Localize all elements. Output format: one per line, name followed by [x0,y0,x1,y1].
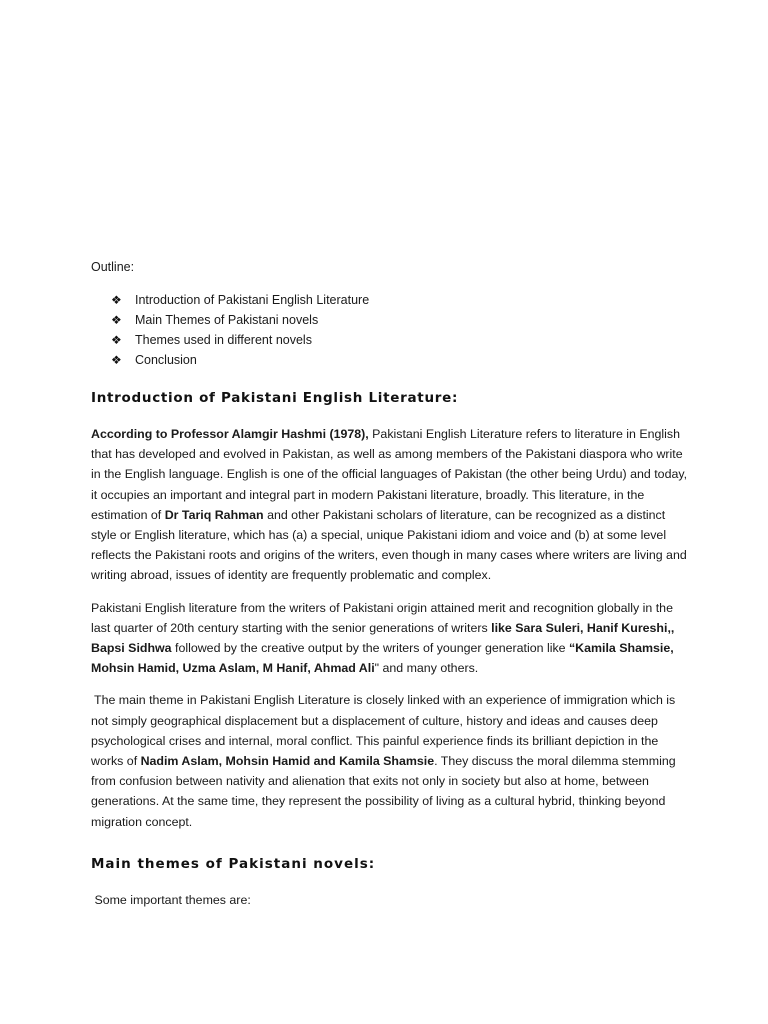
outline-list [91,290,691,370]
section-heading-main-themes: Main themes of Pakistani novels: [91,855,376,872]
bold-name: Dr Tariq Rahman [164,507,264,522]
paragraph-text: The main theme in Pakistani English Literature is closely linked with an experience of immigration which is not simply geographical displacement but a displacement of culture, history and ideas and causes deep psychological crises and internal, moral conflict. This painful experience finds its brilliant depiction in the works of [91,693,676,769]
document-body [91,258,691,922]
paragraph-text: followed by the creative output by the writers of younger generation like [171,641,569,656]
paragraph-themes-intro: Some important themes are: [91,892,251,907]
outline-item [91,330,691,350]
diamond-bullet-icon: ❖ [111,333,122,347]
bold-citation: According to Professor Alamgir Hashmi (1978), [91,427,369,441]
outline-item [91,350,691,370]
paragraph-text: Pakistani English literature from the writers of Pakistani origin attained merit and recognition globally in the last quarter of 20th century starting with the senior generations of writers [91,600,673,635]
paragraph-hashmi-definition [91,424,691,586]
section-heading-introduction: Introduction of Pakistani English Literature: [91,390,459,406]
outline-item-label: Main Themes of Pakistani novels [135,313,319,327]
outline-item-label: Conclusion [135,353,197,367]
bold-younger-writers: “Kamila Shamsie, Mohsin Hamid, Uzma Aslam, M Hanif, Ahmad Ali [91,641,674,676]
paragraph-text: " and many others. [374,661,479,676]
outline-item [91,290,691,310]
paragraph-main-theme [91,690,691,831]
bold-senior-writers: like Sara Suleri, Hanif Kureshi,, Bapsi Sidhwa [91,620,675,656]
diamond-bullet-icon: ❖ [111,293,122,307]
paragraph-text: Pakistani English Literature refers to literature in English that has developed and evolved in Pakistan, as well as among members of the Pakistani diaspora who write in the English language. English is one of the official languages of Pakistan (the other being Urdu) and today, it occupies an important and integral part in modern Pakistani literature, broadly. This literature, in the estimation of [91,427,688,522]
outline-item [91,310,691,330]
paragraph-text: . They discuss the moral dilemma stemming from confusion between nativity and alienation that exits not only in society but also at home, between generations. At the same time, they represent the possibility of living as a cultural hybrid, thinking beyond migration concept. [91,754,676,829]
outline-label: Outline: [91,260,135,274]
paragraph-text: and other Pakistani scholars of literature, can be recognized as a distinct style or English literature, which has (a) a special, unique Pakistani idiom and voice and (b) at some level reflects the Pakistani roots and origins of the writers, even though in many cases where writers are living and writing abroad, issues of identity are frequently problematic and complex. [91,507,687,583]
bold-authors: Nadim Aslam, Mohsin Hamid and Kamila Shamsie [140,754,435,769]
outline-item-label: Themes used in different novels [135,333,312,347]
diamond-bullet-icon: ❖ [111,313,122,327]
outline-item-label: Introduction of Pakistani English Literature [135,293,370,307]
diamond-bullet-icon: ❖ [111,353,122,367]
paragraph-writers [91,598,691,679]
